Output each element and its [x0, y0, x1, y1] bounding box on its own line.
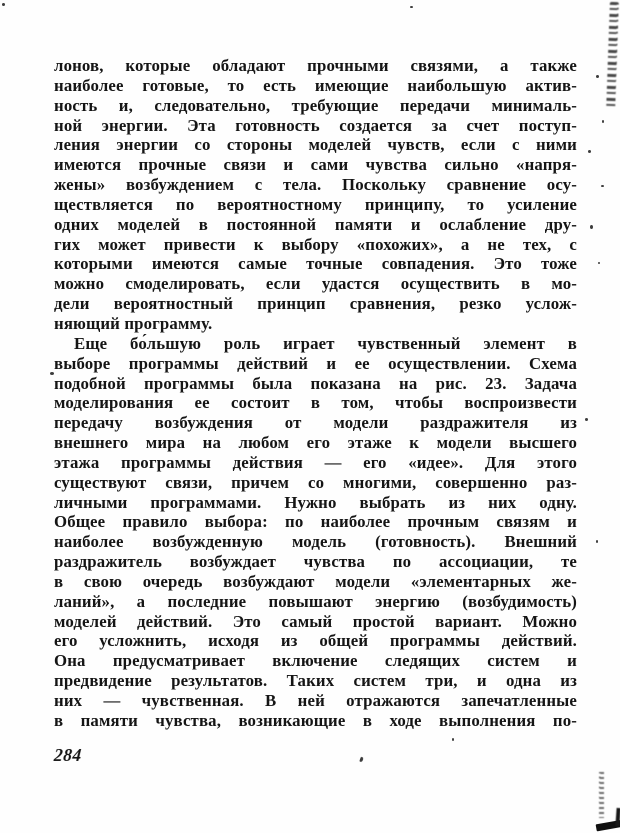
scan-speck	[588, 150, 591, 153]
text-line: его усложнить, исходя из общей программы действий.	[54, 631, 577, 651]
scan-speck	[590, 225, 593, 229]
text-line: которыми имеются самые точные совпадения. Это тоже	[54, 254, 577, 274]
text-line: в свою очередь возбуждают модели «элементарных же-	[54, 571, 577, 591]
text-line: ланий», а последние повышают энергию (возбудимость)	[54, 591, 577, 611]
scan-artifact-corner-stub	[615, 808, 620, 826]
text-line: предвидение результатов. Таких систем три, и одна из	[54, 671, 577, 691]
text-line: Она предусматривает включение следящих систем и	[54, 651, 577, 671]
text-line: наиболее готовые, то есть имеющие наибольшую актив-	[54, 75, 577, 95]
text-line: подобной программы была показана на рис. 23. Задача	[54, 373, 577, 393]
paragraph	[54, 334, 577, 731]
scan-speck	[596, 75, 599, 78]
text-line: этажа программы действия — его «идее». Для этого	[54, 452, 577, 472]
scan-speck	[585, 418, 588, 421]
text-line: в памяти чувства, возникающие в ходе выполнения по-	[54, 710, 577, 730]
text-line: няющий программу.	[54, 313, 213, 333]
scan-artifact-edge-smudge	[599, 772, 604, 818]
text-line: жены» возбуждением с тела. Поскольку сравнение осу-	[54, 175, 577, 195]
text-line: них — чувственная. В ней отражаются запечатленные	[54, 691, 577, 710]
text-line: ления энергии со стороны моделей чувств, если с ними	[54, 135, 577, 155]
scan-speck	[359, 757, 364, 763]
text-line: ной энергии. Эта готовность создается за счет поступ-	[54, 115, 577, 135]
paragraph	[54, 56, 577, 334]
scan-speck	[602, 120, 604, 123]
text-line: личными программами. Нужно выбрать из них одну.	[54, 492, 577, 512]
text-line: раздражитель возбуждает чувства по ассоциации, те	[54, 552, 577, 572]
text-line: выборе программы действий и ее осуществлении. Схема	[54, 353, 577, 373]
text-block	[54, 56, 577, 731]
text-line: Общее правило выбора: по наиболее прочным связям и	[54, 512, 577, 532]
text-line: передачу возбуждения от модели раздражителя из	[54, 413, 577, 433]
scan-artifact-margin-marks	[606, 2, 619, 110]
text-line: можно смоделировать, если удастся осуществить в мо-	[54, 274, 577, 294]
text-line: Еще бо́льшую роль играет чувственный элемент в	[74, 333, 577, 353]
text-line: ществляется по вероятностному принципу, то усиление	[54, 194, 577, 214]
text-line: ность и, следовательно, требующие передачи минималь-	[54, 95, 577, 115]
text-line: существуют связи, причем со многими, совершенно раз-	[54, 472, 577, 492]
text-line: моделирования ее состоит в том, чтобы воспроизвести	[54, 393, 577, 413]
text-line: одних моделей в постоянной памяти и ослабление дру-	[54, 214, 577, 234]
text-line: гих может привести к выбору «похожих», а не тех, с	[54, 234, 577, 254]
scan-speck	[2, 3, 5, 6]
scan-speck	[601, 185, 604, 187]
scan-speck	[598, 262, 600, 264]
scan-speck	[452, 738, 454, 741]
text-line: имеются прочные связи и сами чувства сильно «напря-	[54, 155, 577, 175]
scan-speck	[410, 6, 413, 8]
text-line: наиболее возбужденную модель (готовность). Внешний	[54, 532, 577, 552]
text-line: дели вероятностный принцип сравнения, резко услож-	[54, 294, 577, 314]
text-line: лонов, которые обладают прочными связями, а также	[54, 56, 577, 75]
text-line: внешнего мира на любом его этаже к модели высшего	[54, 433, 577, 453]
text-line: моделей действий. Это самый простой вариант. Можно	[54, 611, 577, 631]
page-number: 284	[53, 745, 83, 765]
scan-speck	[50, 372, 54, 375]
scan-speck	[596, 540, 598, 543]
